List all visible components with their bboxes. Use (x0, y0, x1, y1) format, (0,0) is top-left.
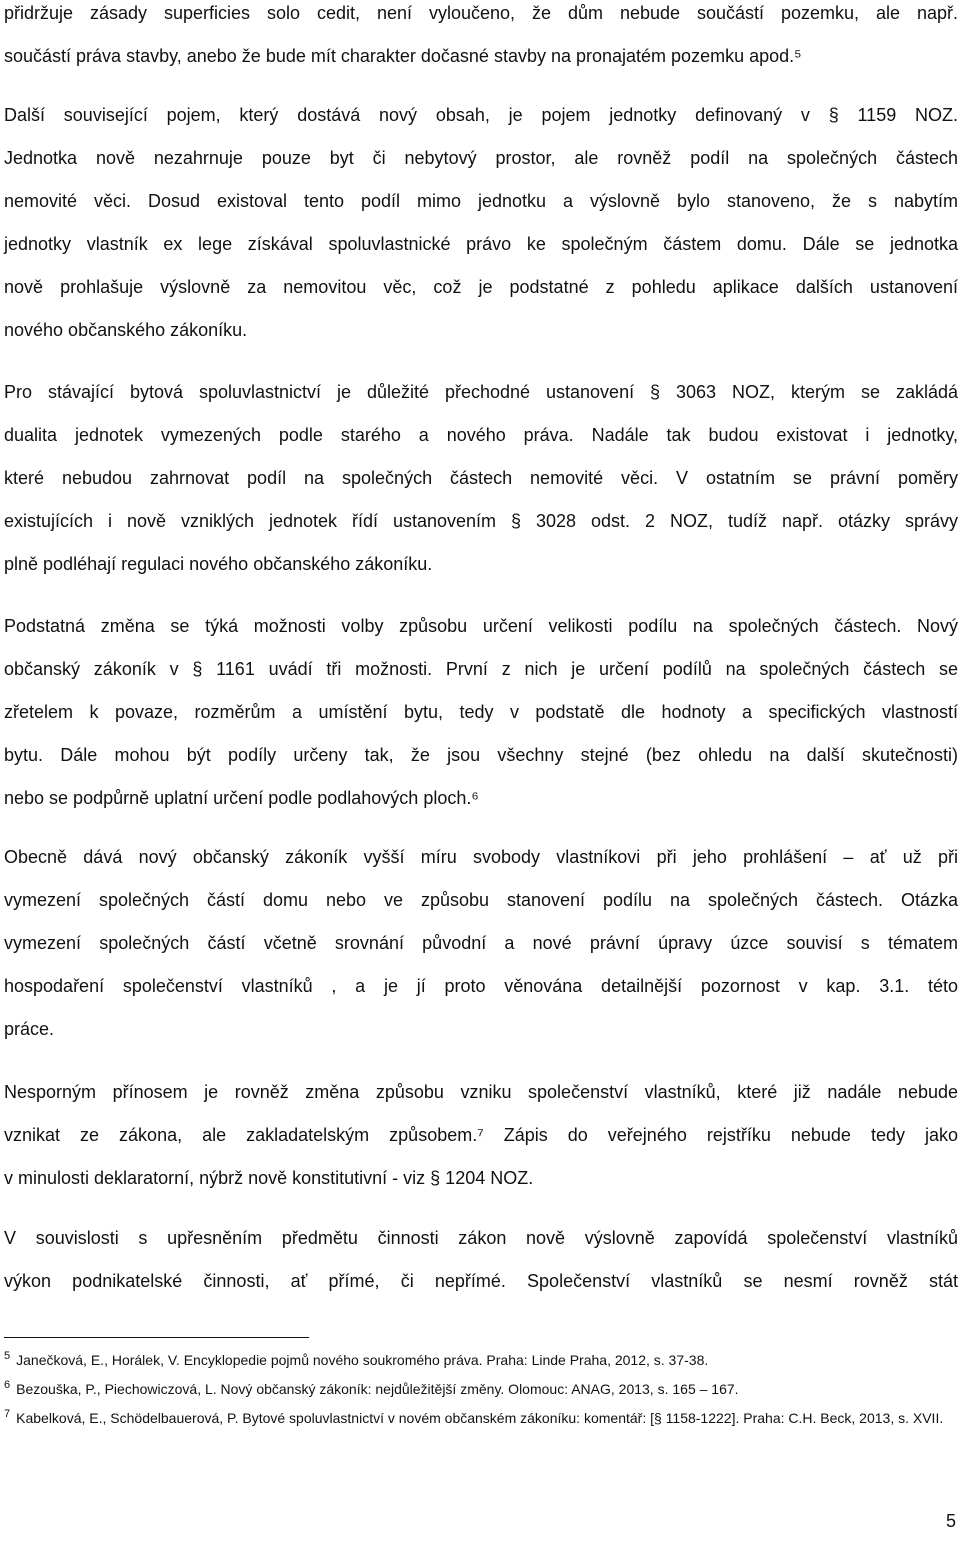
text-line: Jednotka nově nezahrnuje pouze byt či nebytový prostor, ale rovněž podíl na společných částech (4, 148, 958, 168)
text-line: jednotky vlastník ex lege získával spoluvlastnické právo ke společným částem domu. Dále se jednotka (4, 234, 958, 254)
text-line: které nebudou zahrnovat podíl na společných částech nemovité věci. V ostatním se právní poměry (4, 468, 958, 488)
text-line: Obecně dává nový občanský zákoník vyšší míru svobody vlastníkovi při jeho prohlášení – ať už při (4, 847, 958, 867)
text-line: nově prohlašuje výslovně za nemovitou věc, což je podstatné z pohledu aplikace dalších ustanovení (4, 277, 958, 297)
page-number: 5 (945, 1511, 956, 1531)
text-line: práce. (4, 1019, 55, 1039)
text-line: Nesporným přínosem je rovněž změna způsobu vzniku společenství vlastníků, které již nadále nebude (4, 1082, 958, 1102)
paragraph-4 (4, 605, 958, 820)
text-line: zřetelem k povaze, rozměrům a umístění bytu, tedy v podstatě dle hodnoty a specifických vlastností (4, 702, 958, 722)
text-line: vymezení společných částí domu nebo ve způsobu stanovení podílu na společných částech. Otázka (4, 890, 958, 910)
text-line: Další související pojem, který dostává nový obsah, je pojem jednotky definovaný v § 1159 NOZ. (4, 105, 958, 125)
footnote-6 (4, 1379, 958, 1399)
text-line: existujících i nově vzniklých jednotek řídí ustanovením § 3028 odst. 2 NOZ, tudíž např. otázky správy (4, 511, 958, 531)
footnote-separator (4, 1337, 309, 1338)
text-line: v minulosti deklaratorní, nýbrž nově konstitutivní - viz § 1204 NOZ. (4, 1168, 534, 1188)
footnote-text: Kabelková, E., Schödelbauerová, P. Bytové spoluvlastnictví v novém občanském zákoníku: komentář: [§ 1158-1222]. Praha: C.H. Beck, 2013, s. XVII. (16, 1410, 944, 1426)
text-line: hospodaření společenství vlastníků , a je jí proto věnována detailnější pozornost v kap. 3.1. této (4, 976, 958, 996)
text-line: bytu. Dále mohou být podíly určeny tak, že jsou všechny stejné (bez ohledu na další skutečnosti) (4, 745, 958, 765)
footnote-number: 6 (4, 1379, 11, 1392)
text-line: občanský zákoník v § 1161 uvádí tři možnosti. První z nich je určení podílů na společných částech se (4, 659, 958, 679)
text-line: nebo se podpůrně uplatní určení podle podlahových ploch.⁶ (4, 788, 479, 808)
text-line: Podstatná změna se týká možnosti volby způsobu určení velikosti podílu na společných částech. Nový (4, 616, 958, 636)
text-line: vymezení společných částí včetně srovnání původní a nové právní úpravy úzce souvisí s tématem (4, 933, 958, 953)
text-line: součástí práva stavby, anebo že bude mít charakter dočasné stavby na pronajatém pozemku apod.⁵ (4, 46, 802, 66)
footnote-text: Bezouška, P., Piechowiczová, L. Nový občanský zákoník: nejdůležitější změny. Olomouc: ANAG, 2013, s. 165 – 167. (16, 1381, 739, 1397)
text-line: Pro stávající bytová spoluvlastnictví je důležité přechodné ustanovení § 3063 NOZ, kterým se zakládá (4, 382, 958, 402)
text-line: výkon podnikatelské činnosti, ať přímé, či nepřímé. Společenství vlastníků se nesmí rovněž stát (4, 1271, 958, 1291)
footnote-number: 5 (4, 1350, 11, 1363)
text-line: plně podléhají regulaci nového občanského zákoníku. (4, 554, 433, 574)
text-line: nemovité věci. Dosud existoval tento podíl mimo jednotku a výslovně bylo stanoveno, že s nabytím (4, 191, 958, 211)
text-line: V souvislosti s upřesněním předmětu činnosti zákon nově výslovně zapovídá společenství vlastníků (4, 1228, 958, 1248)
footnote-number: 7 (4, 1408, 11, 1421)
text-line: dualita jednotek vymezených podle starého a nového práva. Nadále tak budou existovat i jednotky, (4, 425, 958, 445)
text-line: nového občanského zákoníku. (4, 320, 248, 340)
paragraph-2 (4, 94, 958, 352)
paragraph-7 (4, 1217, 958, 1303)
paragraph-5 (4, 836, 958, 1051)
paragraph-1 (4, 0, 958, 78)
text-line: přidržuje zásady superficies solo cedit, není vyloučeno, že dům nebude součástí pozemku, ale např. (4, 3, 958, 23)
footnote-7 (4, 1408, 958, 1428)
paragraph-6 (4, 1071, 958, 1200)
footnote-text: Janečková, E., Horálek, V. Encyklopedie pojmů nového soukromého práva. Praha: Linde Praha, 2012, s. 37-38. (16, 1352, 709, 1368)
text-line: vznikat ze zákona, ale zakladatelským způsobem.⁷ Zápis do veřejného rejstříku nebude tedy jako (4, 1125, 958, 1145)
paragraph-3 (4, 371, 958, 586)
footnotes (4, 1350, 958, 1437)
footnote-5 (4, 1350, 958, 1370)
